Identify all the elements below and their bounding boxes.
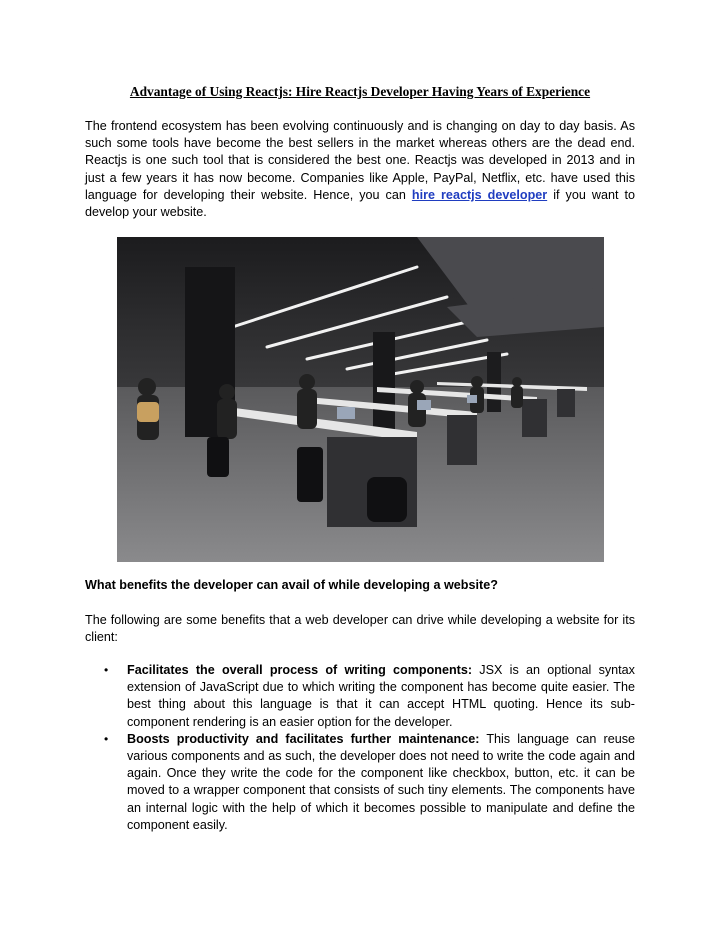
- intro-text-end: if you want to develop your website.: [85, 187, 635, 220]
- section-intro-paragraph: The following are some benefits that a web developer can drive while developing a website for its client:: [85, 613, 635, 645]
- office-photo: [117, 237, 604, 562]
- bullet-icon: •: [104, 663, 109, 677]
- bullet-icon: •: [104, 731, 109, 746]
- benefits-list: [85, 662, 635, 834]
- document-title: Advantage of Using Reactjs: Hire Reactjs Developer Having Years of Experience: [129, 84, 591, 99]
- intro-text: The frontend ecosystem has been evolving continuously and is changing on day to day basis. As such some tools have become the best sellers in the market whereas others are the dead end. Reactjs is one such tool that is considered the best one. Reactjs was developed in 2013 and in just a few years it has now become. Companies like Apple, PayPal, Netflix, etc. have used this language for developing their website. Hence, you can: [85, 119, 635, 202]
- list-item: [85, 662, 635, 731]
- list-item-text: JSX is an optional syntax extension of JavaScript due to which writing the component has become quite easier. The best thing about this language is that it can accept HTML quoting. Hence its sub-component rendering is an easier option for the developer.: [127, 663, 635, 729]
- list-item-lead: Facilitates the overall process of writing components:: [127, 663, 473, 677]
- list-item: [85, 731, 635, 834]
- hire-reactjs-developer-link[interactable]: hire reactjs developer: [411, 187, 548, 202]
- intro-paragraph: [85, 118, 635, 221]
- list-item-lead: Boosts productivity and facilitates further maintenance:: [127, 731, 480, 746]
- list-item-text: This language can reuse various components and as such, the developer does not need to write the code again and again. Once they write the code for the component like checkbox, button, etc. it can be moved to a wrapper component that consists of such tiny elements. The components have an internal logic with the help of which it becomes possible to manipulate and define the component easily.: [127, 731, 636, 832]
- section-heading: What benefits the developer can avail of while developing a website?: [85, 578, 498, 592]
